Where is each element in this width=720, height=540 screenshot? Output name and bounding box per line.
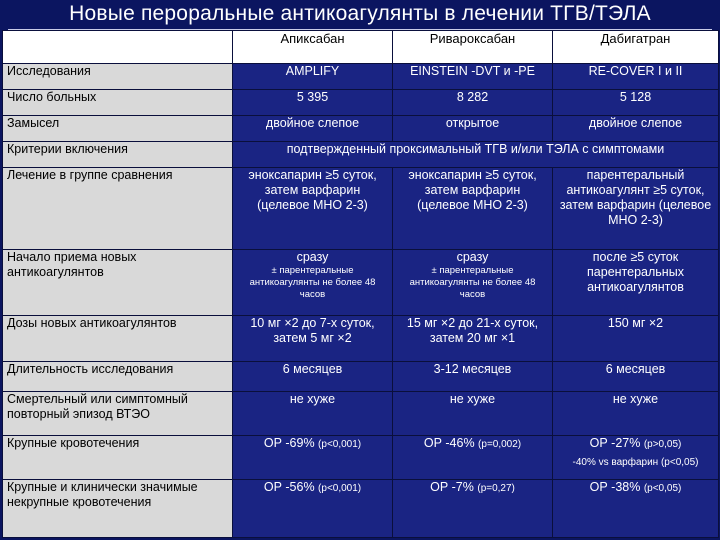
table-row <box>3 90 719 116</box>
bleeding-p: (p>0,05) <box>643 439 682 450</box>
row-label-design: Замысел <box>3 116 233 142</box>
slide-title: Новые пероральные антикоагулянты в лечении ТГВ/ТЭЛА <box>69 2 651 25</box>
cell-comparator-apixaban: эноксапарин ≥5 суток, затем варфарин (целевое МНО 2-3) <box>233 168 393 250</box>
cell-patients-apixaban: 5 395 <box>233 90 393 116</box>
cell-duration-dabigatran: 6 месяцев <box>553 362 719 392</box>
column-header-dabigatran: Дабигатран <box>553 31 719 64</box>
header-corner <box>3 31 233 64</box>
cell-studies-apixaban: AMPLIFY <box>233 64 393 90</box>
cell-studies-dabigatran: RE-COVER I и II <box>553 64 719 90</box>
clinical-bleeding-value: ОР -38% <box>589 480 641 494</box>
table-row <box>3 316 719 362</box>
clinical-bleeding-p: (p<0,05) <box>643 483 682 494</box>
row-label-start: Начало приема новых антикоагулянтов <box>3 250 233 316</box>
table-row <box>3 392 719 436</box>
cell-design-rivaroxaban: открытое <box>393 116 553 142</box>
table-row <box>3 250 719 316</box>
bleeding-extra: -40% vs варфарин (p<0,05) <box>572 457 699 468</box>
row-label-duration: Длительность исследования <box>3 362 233 392</box>
cell-studies-rivaroxaban: EINSTEIN -DVT и -PE <box>393 64 553 90</box>
cell-doses-dabigatran: 150 мг ×2 <box>553 316 719 362</box>
cell-bleeding-dabigatran <box>553 436 719 480</box>
cell-bleeding-rivaroxaban <box>393 436 553 480</box>
cell-doses-apixaban: 10 мг ×2 до 7-х суток, затем 5 мг ×2 <box>233 316 393 362</box>
table-row <box>3 480 719 538</box>
cell-criteria-all: подтвержденный проксимальный ТГВ и/или ТЭЛА с симптомами <box>233 142 719 168</box>
start-value: сразу <box>456 250 489 264</box>
cell-start-apixaban <box>233 250 393 316</box>
cell-duration-apixaban: 6 месяцев <box>233 362 393 392</box>
row-label-doses: Дозы новых антикоагулянтов <box>3 316 233 362</box>
cell-bleeding-apixaban <box>233 436 393 480</box>
row-label-patients: Число больных <box>3 90 233 116</box>
bleeding-value: ОР -46% <box>423 436 475 450</box>
cell-vte-apixaban: не хуже <box>233 392 393 436</box>
column-header-apixaban: Апиксабан <box>233 31 393 64</box>
row-label-clinical-bleeding: Крупные и клинически значимые некрупные кровотечения <box>3 480 233 538</box>
start-note: ± парентеральные антикоагулянты не более 48 часов <box>409 265 536 300</box>
comparison-table <box>2 30 719 538</box>
cell-doses-rivaroxaban: 15 мг ×2 до 21-х суток, затем 20 мг ×1 <box>393 316 553 362</box>
table-row <box>3 362 719 392</box>
header-row <box>3 31 719 64</box>
cell-comparator-dabigatran: парентеральный антикоагулянт ≥5 суток, затем варфарин (целевое МНО 2-3) <box>553 168 719 250</box>
cell-duration-rivaroxaban: 3-12 месяцев <box>393 362 553 392</box>
bleeding-p: (p<0,001) <box>318 439 362 450</box>
row-label-studies: Исследования <box>3 64 233 90</box>
clinical-bleeding-value: ОР -56% <box>263 480 315 494</box>
table-row <box>3 64 719 90</box>
row-label-comparator: Лечение в группе сравнения <box>3 168 233 250</box>
row-label-vte: Смертельный или симптомный повторный эпизод ВТЭО <box>3 392 233 436</box>
cell-clinical-bleeding-apixaban <box>233 480 393 538</box>
row-label-criteria: Критерии включения <box>3 142 233 168</box>
table-row <box>3 168 719 250</box>
column-header-rivaroxaban: Ривароксабан <box>393 31 553 64</box>
start-note: ± парентеральные антикоагулянты не более 48 часов <box>249 265 376 300</box>
table-row <box>3 436 719 480</box>
cell-design-apixaban: двойное слепое <box>233 116 393 142</box>
cell-design-dabigatran: двойное слепое <box>553 116 719 142</box>
cell-patients-dabigatran: 5 128 <box>553 90 719 116</box>
clinical-bleeding-value: ОР -7% <box>430 480 474 494</box>
table-row <box>3 142 719 168</box>
cell-vte-rivaroxaban: не хуже <box>393 392 553 436</box>
row-label-bleeding: Крупные кровотечения <box>3 436 233 480</box>
cell-start-dabigatran <box>553 250 719 316</box>
start-value: сразу <box>296 250 329 264</box>
clinical-bleeding-p: (p<0,001) <box>318 483 362 494</box>
bleeding-value: ОР -27% <box>589 436 641 450</box>
cell-patients-rivaroxaban: 8 282 <box>393 90 553 116</box>
table-row <box>3 116 719 142</box>
cell-start-rivaroxaban <box>393 250 553 316</box>
cell-vte-dabigatran: не хуже <box>553 392 719 436</box>
bleeding-p: (p=0,002) <box>478 439 522 450</box>
cell-comparator-rivaroxaban: эноксапарин ≥5 суток, затем варфарин (целевое МНО 2-3) <box>393 168 553 250</box>
clinical-bleeding-p: (p=0,27) <box>477 483 515 494</box>
cell-clinical-bleeding-rivaroxaban <box>393 480 553 538</box>
bleeding-value: ОР -69% <box>263 436 315 450</box>
start-value: после ≥5 суток парентеральных антикоагулянтов <box>587 250 684 294</box>
cell-clinical-bleeding-dabigatran <box>553 480 719 538</box>
